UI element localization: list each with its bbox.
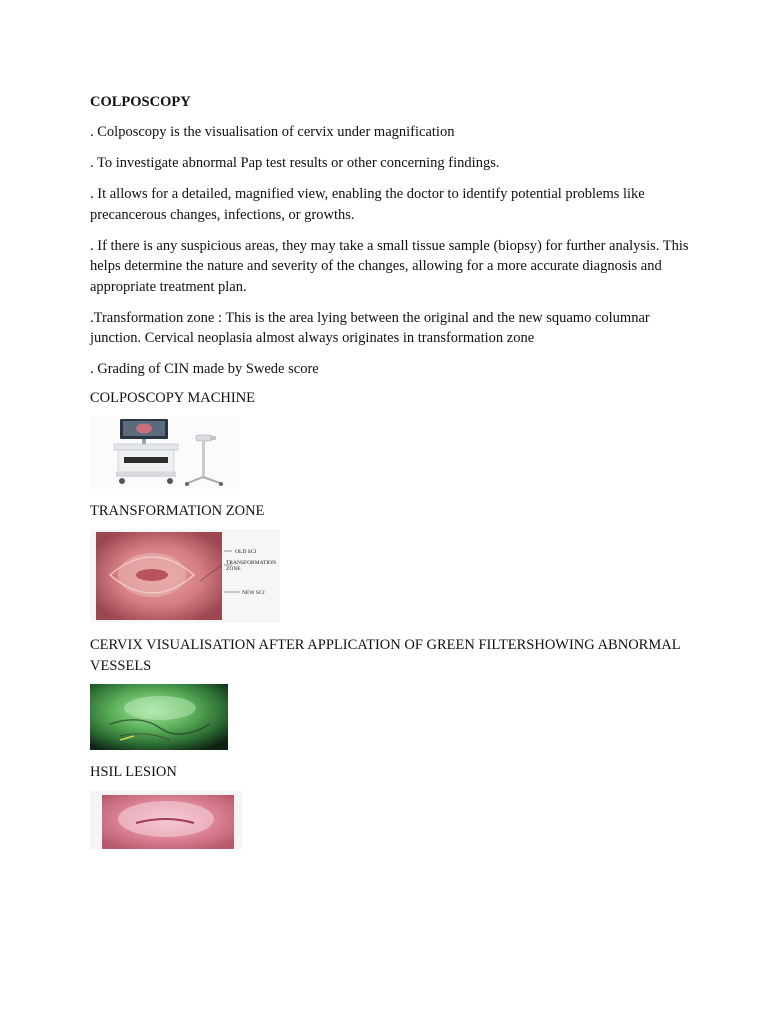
label-transformation: TRANSFORMATION — [226, 560, 277, 566]
paragraph-indication: . To investigate abnormal Pap test results or other concerning findings. — [90, 155, 500, 171]
heading-colposcopy-machine: COLPOSCOPY MACHINE — [90, 390, 256, 406]
colposcopy-machine-image — [90, 417, 240, 489]
paragraph-biopsy: . If there is any suspicious areas, they may take a small tissue sample (biopsy) for further analysis. This helps determine the nature and severity of the changes, allowing for a more accurate diagnosis and appropriate treatment plan. — [90, 237, 689, 295]
heading-transformation-zone: TRANSFORMATION ZONE — [90, 502, 265, 519]
document-title: COLPOSCOPY — [90, 94, 191, 110]
green-filter-image — [90, 684, 228, 750]
heading-hsil-lesion: HSIL LESION — [90, 764, 177, 780]
paragraph-transformation-zone: .Transformation zone : This is the area lying between the original and the new squamo columnar junction. Cervical neoplasia almost always originates in transformation zone — [90, 309, 650, 346]
transformation-zone-image — [90, 529, 280, 623]
heading-green-filter: CERVIX VISUALISATION AFTER APPLICATION OF GREEN FILTERSHOWING ABNORMAL VESSELS — [90, 637, 681, 674]
label-zone: ZONE — [226, 566, 241, 572]
paragraph-magnified-view: . It allows for a detailed, magnified view, enabling the doctor to identify potential problems like precancerous changes, infections, or growths. — [90, 186, 645, 223]
paragraph-grading: . Grading of CIN made by Swede score — [90, 361, 319, 377]
label-new-scj: NEW SCJ — [242, 590, 265, 596]
document-page — [90, 92, 690, 861]
paragraph-definition: . Colposcopy is the visualisation of cervix under magnification — [90, 124, 455, 140]
label-old-scj: OLD SCJ — [235, 549, 257, 555]
hsil-lesion-image — [90, 791, 242, 849]
